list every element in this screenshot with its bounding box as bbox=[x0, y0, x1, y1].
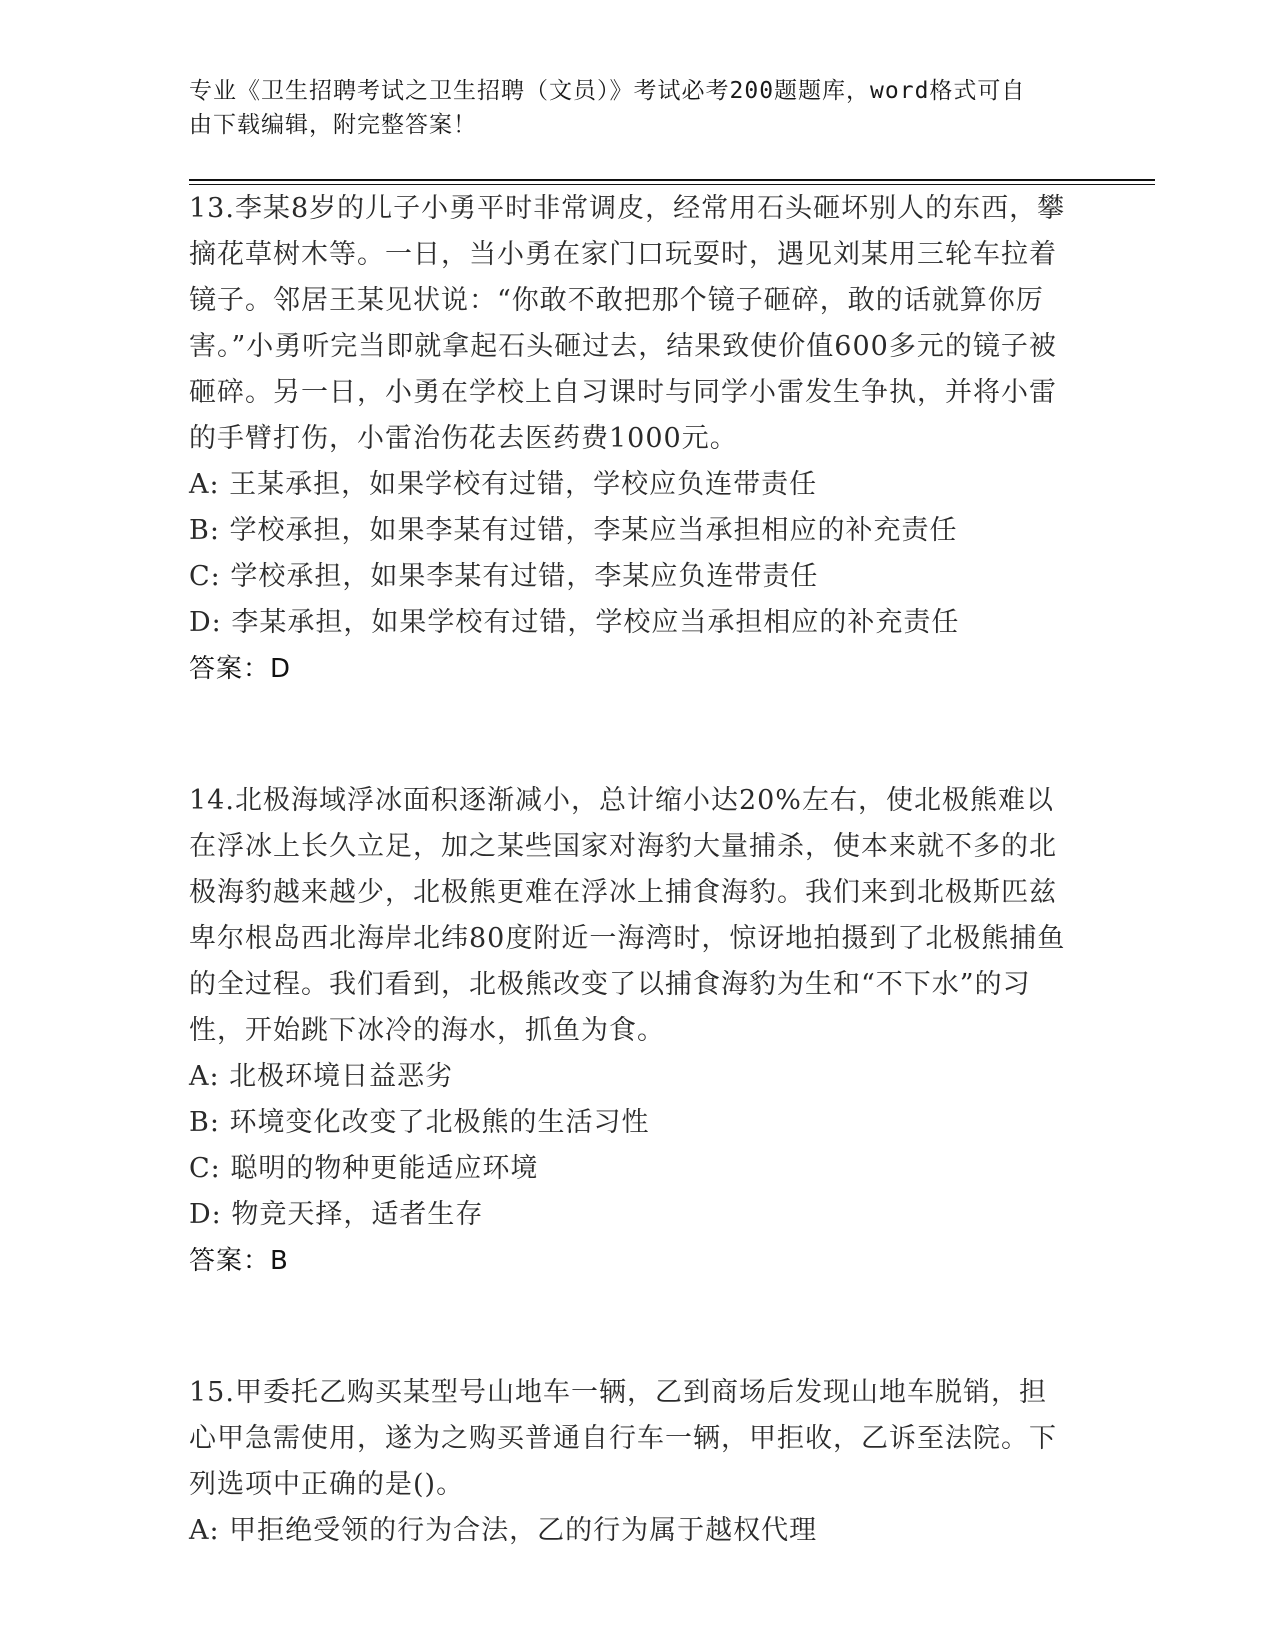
option-a: A: 王某承担，如果学校有过错，学校应负连带责任 bbox=[189, 469, 818, 500]
question-stem: 14.北极海域浮冰面积逐渐减小，总计缩小达20%左右，使北极熊难以在浮冰上长久立足，加之某些国家对海豹大量捕杀，使本来就不多的北极海豹越来越少，北极熊更难在浮冰上捕食海豹。我们来到北极斯匹兹卑尔根岛西北海岸北纬80度附近一海湾时，惊讶地拍摄到了北极熊捕鱼的全过程。我们看到，北极熊改变了以捕食海豹为生和“不下水”的习性，开始跳下冰冷的海水，抓鱼为食。 bbox=[189, 785, 1066, 1046]
question-spacer bbox=[189, 1284, 1069, 1370]
question-13 bbox=[189, 186, 1069, 692]
option-c: C: 学校承担，如果李某有过错，李某应负连带责任 bbox=[189, 561, 819, 592]
document-header bbox=[189, 74, 1069, 142]
question-15 bbox=[189, 1370, 1069, 1554]
header-line-2: 由下载编辑，附完整答案！ bbox=[189, 112, 477, 138]
option-d: D: 物竞天择，适者生存 bbox=[189, 1199, 484, 1230]
answer-label: 答案：B bbox=[189, 1246, 289, 1276]
question-stem: 13.李某8岁的儿子小勇平时非常调皮，经常用石头砸坏别人的东西，攀摘花草树木等。一日，当小勇在家门口玩耍时，遇见刘某用三轮车拉着镜子。邻居王某见状说：“你敢不敢把那个镜子砸碎，敢的话就算你厉害。”小勇听完当即就拿起石头砸过去，结果致使价值600多元的镜子被砸碎。另一日，小勇在学校上自习课时与同学小雷发生争执，并将小雷的手臂打伤，小雷治伤花去医药费1000元。 bbox=[189, 193, 1066, 454]
answer-label: 答案：D bbox=[189, 654, 292, 684]
question-spacer bbox=[189, 692, 1069, 778]
option-b: B: 学校承担，如果李某有过错，李某应当承担相应的补充责任 bbox=[189, 515, 958, 546]
option-a: A: 甲拒绝受领的行为合法，乙的行为属于越权代理 bbox=[189, 1515, 818, 1546]
question-14 bbox=[189, 778, 1069, 1284]
option-a: A: 北极环境日益恶劣 bbox=[189, 1061, 454, 1092]
option-d: D: 李某承担，如果学校有过错，学校应当承担相应的补充责任 bbox=[189, 607, 960, 638]
question-stem: 15.甲委托乙购买某型号山地车一辆，乙到商场后发现山地车脱销，担心甲急需使用，遂为之购买普通自行车一辆，甲拒收，乙诉至法院。下列选项中正确的是()。 bbox=[189, 1377, 1057, 1500]
question-list bbox=[189, 186, 1069, 1554]
header-rule-thin bbox=[189, 184, 1155, 185]
header-rule-thick bbox=[189, 179, 1155, 181]
header-line-1: 专业《卫生招聘考试之卫生招聘（文员）》考试必考200题题库，word格式可自 bbox=[189, 78, 1026, 104]
option-c: C: 聪明的物种更能适应环境 bbox=[189, 1153, 539, 1184]
option-b: B: 环境变化改变了北极熊的生活习性 bbox=[189, 1107, 650, 1138]
